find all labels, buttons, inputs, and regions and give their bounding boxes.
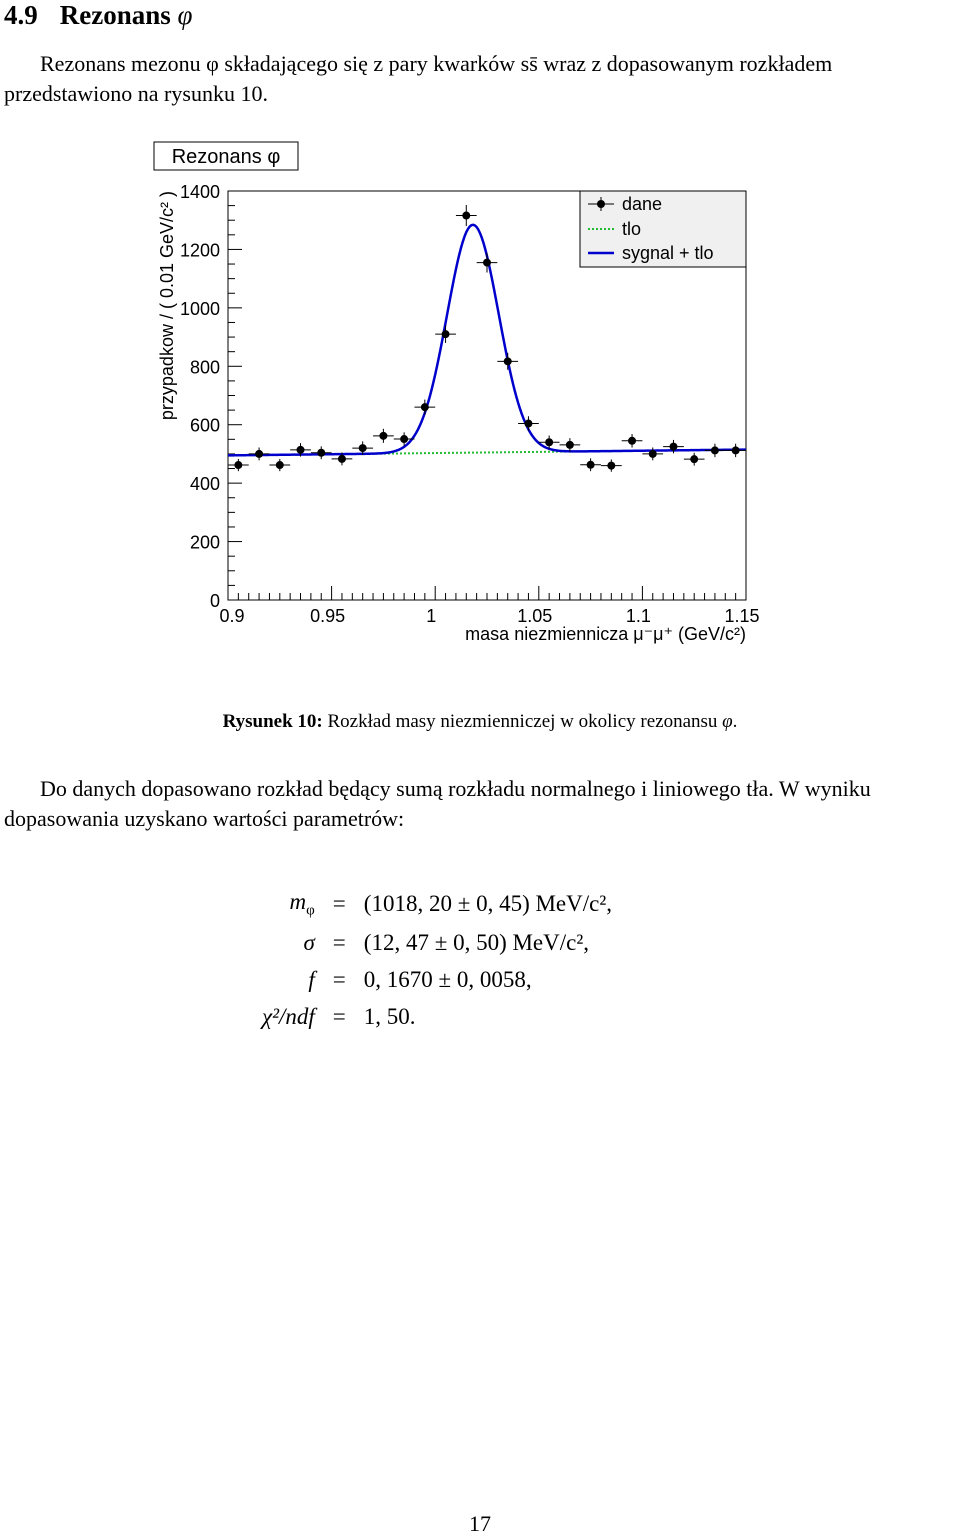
caption-end: . xyxy=(732,711,738,732)
caption-label: Rysunek 10: xyxy=(222,711,323,732)
equation-rhs: (12, 47 ± 0, 50) MeV/c², xyxy=(363,930,589,956)
fit-parameters xyxy=(262,884,612,1036)
data-point xyxy=(649,450,657,458)
x-tick-label: 1.15 xyxy=(724,606,760,626)
x-tick-label: 0.95 xyxy=(310,606,346,626)
equation-row xyxy=(262,925,612,962)
x-tick-label: 0.9 xyxy=(219,606,245,626)
y-tick-label: 600 xyxy=(189,415,220,436)
data-point xyxy=(317,449,325,457)
caption-symbol: φ xyxy=(722,711,733,732)
data-point xyxy=(379,432,387,440)
equation-rhs: 1, 50. xyxy=(363,1004,416,1030)
data-point xyxy=(338,455,346,463)
y-tick-label: 200 xyxy=(189,532,220,553)
data-point xyxy=(732,446,740,454)
y-tick-label: 800 xyxy=(189,357,220,378)
page-number: 17 xyxy=(469,1511,491,1536)
x-tick-label: 1 xyxy=(426,606,437,626)
data-point xyxy=(607,462,615,470)
data-point xyxy=(400,435,408,443)
data-point xyxy=(566,441,574,449)
data-point xyxy=(276,461,284,469)
section-heading xyxy=(4,0,192,31)
data-point xyxy=(690,455,698,463)
data-point xyxy=(297,446,305,454)
equation-lhs: σ xyxy=(303,930,315,956)
data-point xyxy=(504,357,512,365)
y-tick-label: 1400 xyxy=(179,182,220,202)
equation-sign: = xyxy=(332,967,346,993)
equation-row xyxy=(262,999,612,1036)
data-point xyxy=(628,437,636,445)
data-point xyxy=(359,444,367,452)
legend-data-marker xyxy=(597,200,605,208)
data-point xyxy=(442,330,450,338)
data-point xyxy=(234,461,242,469)
figure-chart xyxy=(140,132,820,672)
data-point xyxy=(524,420,532,428)
equation-row xyxy=(262,884,612,925)
equation-lhs: $m_\varphi$ xyxy=(289,889,315,919)
y-axis-label: przypadkow / ( 0.01 GeV/c² ) xyxy=(157,191,177,421)
figure-caption xyxy=(0,711,960,733)
x-axis-label: masa niezmiennicza μ⁻μ⁺ (GeV/c²) xyxy=(465,624,746,644)
x-tick-label: 1.1 xyxy=(625,606,651,626)
equation-sign: = xyxy=(332,930,346,956)
equation-rhs: (1018, 20 ± 0, 45) MeV/c², xyxy=(363,891,612,917)
y-tick-label: 1200 xyxy=(179,240,220,261)
chart-svg xyxy=(140,132,820,672)
legend-label: sygnal + tlo xyxy=(622,243,714,263)
data-point xyxy=(587,461,595,469)
equation-sign: = xyxy=(332,891,346,917)
equation-lhs: f xyxy=(308,967,315,993)
x-tick-label: 1.05 xyxy=(517,606,553,626)
equation-sign: = xyxy=(332,1004,346,1030)
caption-text: Rozkład masy niezmienniczej w okolicy rezonansu xyxy=(327,711,718,732)
data-point xyxy=(421,403,429,411)
intro-paragraph: Rezonans mezonu φ składającego się z pary kwarków ss̄ wraz z dopasowanym rozkładem przedstawiono na rysunku 10. xyxy=(4,51,833,106)
data-point xyxy=(669,443,677,451)
data-point xyxy=(462,212,470,220)
data-point xyxy=(545,438,553,446)
fit-paragraph: Do danych dopasowano rozkład będący sumą rozkładu normalnego i liniowego tła. W wyniku dopasowania uzyskano wartości parametrów: xyxy=(4,776,871,831)
chart-title: Rezonans φ xyxy=(171,146,281,168)
data-point xyxy=(255,450,263,458)
y-tick-label: 0 xyxy=(209,591,220,611)
data-point xyxy=(711,446,719,454)
equation-lhs: χ²/ndf xyxy=(262,1004,315,1030)
equation-rhs: 0, 1670 ± 0, 0058, xyxy=(363,967,532,993)
legend-label: tlo xyxy=(622,219,642,239)
section-symbol: φ xyxy=(177,0,193,30)
legend-label: dane xyxy=(622,194,663,214)
y-tick-label: 400 xyxy=(189,474,220,495)
section-title-text: Rezonans xyxy=(59,0,171,30)
equation-row xyxy=(262,962,612,999)
y-tick-label: 1000 xyxy=(179,298,220,319)
section-number: 4.9 xyxy=(4,0,38,30)
data-point xyxy=(483,259,491,267)
